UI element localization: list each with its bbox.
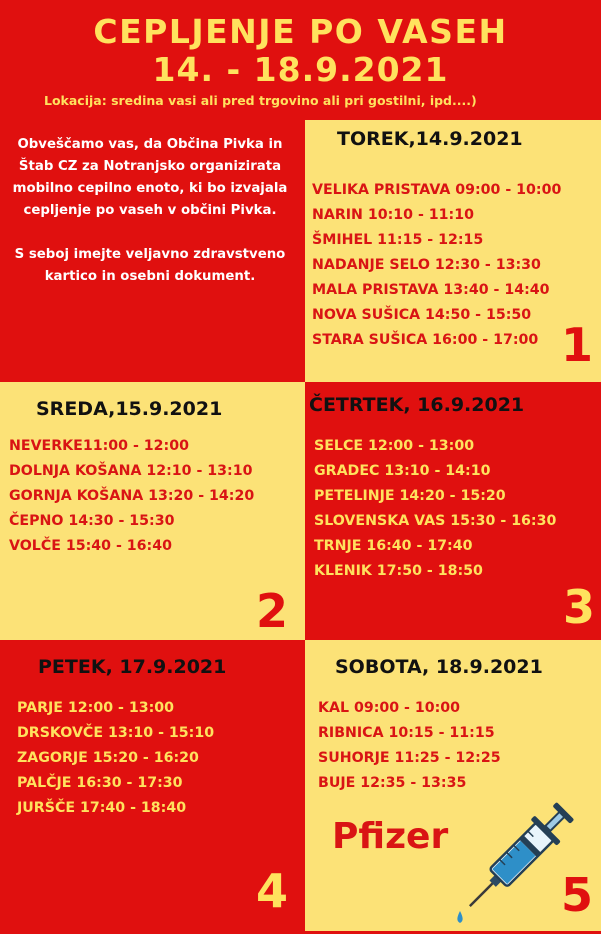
panel-number: 1: [561, 318, 594, 372]
list-item: KLENIK 17:50 - 18:50: [314, 563, 483, 579]
schedule-list: [9, 434, 254, 559]
list-item: ŠMIHEL 11:15 - 12:15: [312, 232, 484, 248]
list-item: VOLČE 15:40 - 16:40: [9, 538, 172, 554]
day-title: ČETRTEK, 16.9.2021: [309, 394, 525, 416]
list-item: NARIN 10:10 - 11:10: [312, 207, 474, 223]
location-note: Lokacija: sredina vasi ali pred trgovino ali pri gostilni, ipd....): [44, 93, 477, 108]
list-item: SLOVENSKA VAS 15:30 - 16:30: [314, 513, 557, 529]
list-item: TRNJE 16:40 - 17:40: [314, 538, 473, 554]
intro-paragraph: Obveščamo vas, da Občina Pivka in Štab CZ za Notranjsko organizirata mobilno cepilno enoto, ki bo izvajala cepljenje po vaseh v občini Pivka.: [12, 137, 288, 218]
list-item: GORNJA KOŠANA 13:20 - 14:20: [9, 488, 255, 504]
list-item: STARA SUŠICA 16:00 - 17:00: [312, 332, 539, 348]
day-title: SREDA,15.9.2021: [36, 398, 223, 420]
day-title: SOBOTA, 18.9.2021: [335, 656, 543, 678]
list-item: RIBNICA 10:15 - 11:15: [318, 725, 495, 741]
day-panel-cetrtek: [305, 382, 601, 640]
list-item: DRSKOVČE 13:10 - 15:10: [17, 725, 215, 741]
page-title: CEPLJENJE PO VASEH: [93, 12, 508, 51]
panel-number: 5: [561, 868, 594, 922]
list-item: ZAGORJE 15:20 - 16:20: [17, 750, 199, 766]
day-title: PETEK, 17.9.2021: [38, 656, 227, 678]
day-title: TOREK,14.9.2021: [337, 128, 523, 150]
schedule-list: [17, 696, 214, 821]
list-item: MALA PRISTAVA 13:40 - 14:40: [312, 282, 550, 298]
list-item: GRADEC 13:10 - 14:10: [314, 463, 491, 479]
list-item: DOLNJA KOŠANA 12:10 - 13:10: [9, 463, 253, 479]
list-item: PARJE 12:00 - 13:00: [17, 700, 174, 716]
list-item: BUJE 12:35 - 13:35: [318, 775, 467, 791]
panel-number: 4: [256, 864, 289, 918]
list-item: VELIKA PRISTAVA 09:00 - 10:00: [312, 182, 562, 198]
list-item: NEVERKE11:00 - 12:00: [9, 438, 189, 454]
syringe-icon: [447, 780, 597, 930]
list-item: PALČJE 16:30 - 17:30: [17, 775, 183, 791]
list-item: NOVA SUŠICA 14:50 - 15:50: [312, 307, 532, 323]
day-panel-torek: [305, 120, 601, 382]
list-item: JURŠČE 17:40 - 18:40: [17, 800, 187, 816]
list-item: SUHORJE 11:25 - 12:25: [318, 750, 501, 766]
day-panel-petek: [0, 640, 305, 931]
intro-paragraph: S seboj imejte veljavno zdravstveno kartico in osebni dokument.: [14, 247, 286, 284]
schedule-list: [314, 434, 556, 584]
schedule-list: [312, 178, 561, 353]
list-item: PETELINJE 14:20 - 15:20: [314, 488, 506, 504]
vaccine-name: Pfizer: [332, 816, 449, 857]
date-range: 14. - 18.9.2021: [152, 50, 449, 89]
intro-text: [8, 134, 292, 310]
list-item: KAL 09:00 - 10:00: [318, 700, 461, 716]
panel-number: 3: [563, 580, 596, 634]
panel-number: 2: [256, 584, 289, 638]
list-item: SELCE 12:00 - 13:00: [314, 438, 475, 454]
day-panel-sreda: [0, 382, 305, 640]
list-item: ČEPNO 14:30 - 15:30: [9, 513, 175, 529]
list-item: NADANJE SELO 12:30 - 13:30: [312, 257, 541, 273]
